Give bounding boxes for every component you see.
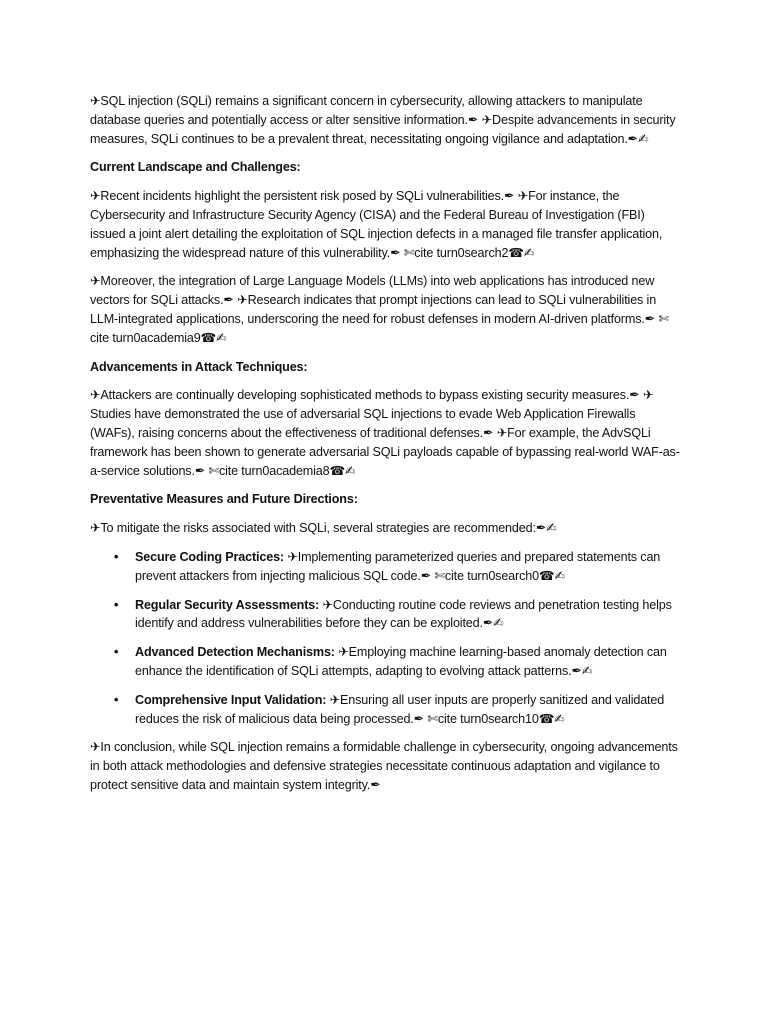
list-item-text: ✈Employing machine learning-based anomaly detection can enhance the identification of SQLi attempts, adapting to evolving attack patterns.✒✍ bbox=[135, 645, 667, 678]
section-heading-landscape: Current Landscape and Challenges: bbox=[90, 160, 301, 175]
list-item bbox=[90, 596, 682, 634]
section-heading-attack-techniques: Advancements in Attack Techniques: bbox=[90, 359, 308, 374]
preventative-intro-paragraph: ✈To mitigate the risks associated with SQLi, several strategies are recommended:✒✍ bbox=[90, 521, 557, 536]
list-item-text: ✈Conducting routine code reviews and penetration testing helps identify and address vulnerabilities before they can be exploited.✒✍ bbox=[135, 597, 672, 631]
list-item bbox=[90, 548, 682, 586]
bullet-icon: • bbox=[114, 645, 119, 660]
list-item bbox=[90, 643, 682, 681]
bullet-icon: • bbox=[114, 692, 119, 707]
list-item-title: Advanced Detection Mechanisms: bbox=[135, 645, 335, 660]
list-item-text: ✈Implementing parameterized queries and prepared statements can prevent attackers from injecting malicious SQL code.✒ ✄cite turn0search0☎✍ bbox=[135, 549, 661, 583]
list-item-title: Regular Security Assessments: bbox=[135, 597, 320, 612]
landscape-paragraph-2: ✈Moreover, the integration of Large Language Models (LLMs) into web applications has introduced new vectors for SQLi attacks.✒ ✈Research indicates that prompt injections can lead to SQLi vulnerabilities in LLM-integrated applications, underscoring the need for robust defenses in modern AI-driven platforms.✒ ✄cite turn0academia9☎✍ bbox=[90, 274, 669, 345]
section-heading-preventative-measures: Preventative Measures and Future Directions: bbox=[90, 492, 358, 507]
list-item-text: ✈Ensuring all user inputs are properly sanitized and validated reduces the risk of malicious data being processed.✒ ✄cite turn0search10☎✍ bbox=[135, 692, 665, 726]
bullet-icon: • bbox=[114, 597, 119, 612]
list-item-title: Comprehensive Input Validation: bbox=[135, 692, 327, 707]
recommendations-list bbox=[90, 548, 682, 728]
conclusion-paragraph: ✈In conclusion, while SQL injection remains a formidable challenge in cybersecurity, ongoing advancements in both attack methodologies and defensive strategies necessitate continuous adaptation and vigilance to protect sensitive data and maintain system integrity.✒ bbox=[90, 740, 678, 792]
bullet-icon: • bbox=[114, 549, 119, 564]
list-item-title: Secure Coding Practices: bbox=[135, 549, 284, 564]
list-item bbox=[90, 691, 682, 729]
intro-paragraph: ✈SQL injection (SQLi) remains a significant concern in cybersecurity, allowing attackers to manipulate database queries and potentially access or alter sensitive information.✒ ✈Despite advancements in security measures, SQLi continues to be a prevalent threat, necessitating ongoing vigilance and adaptation.✒✍ bbox=[90, 94, 676, 146]
attack-techniques-paragraph: ✈Attackers are continually developing sophisticated methods to bypass existing security measures.✒ ✈Studies have demonstrated the use of adversarial SQL injections to evade Web Application Firewalls (WAFs), raising concerns about the effectiveness of traditional defenses.✒ ✈For example, the AdvSQLi framework has been shown to generate adversarial SQLi payloads capable of bypassing real-world WAF-as-a-service solutions.✒ ✄cite turn0academia8☎✍ bbox=[90, 388, 680, 478]
landscape-paragraph-1: ✈Recent incidents highlight the persistent risk posed by SQLi vulnerabilities.✒ ✈For instance, the Cybersecurity and Infrastructure Security Agency (CISA) and the Federal Bureau of Investigation (FBI) issued a joint alert detailing the exploitation of SQL injection defects in a managed file transfer application, emphasizing the widespread nature of this vulnerability.✒ ✄cite turn0search2☎✍ bbox=[90, 189, 663, 260]
document-body bbox=[90, 92, 682, 805]
